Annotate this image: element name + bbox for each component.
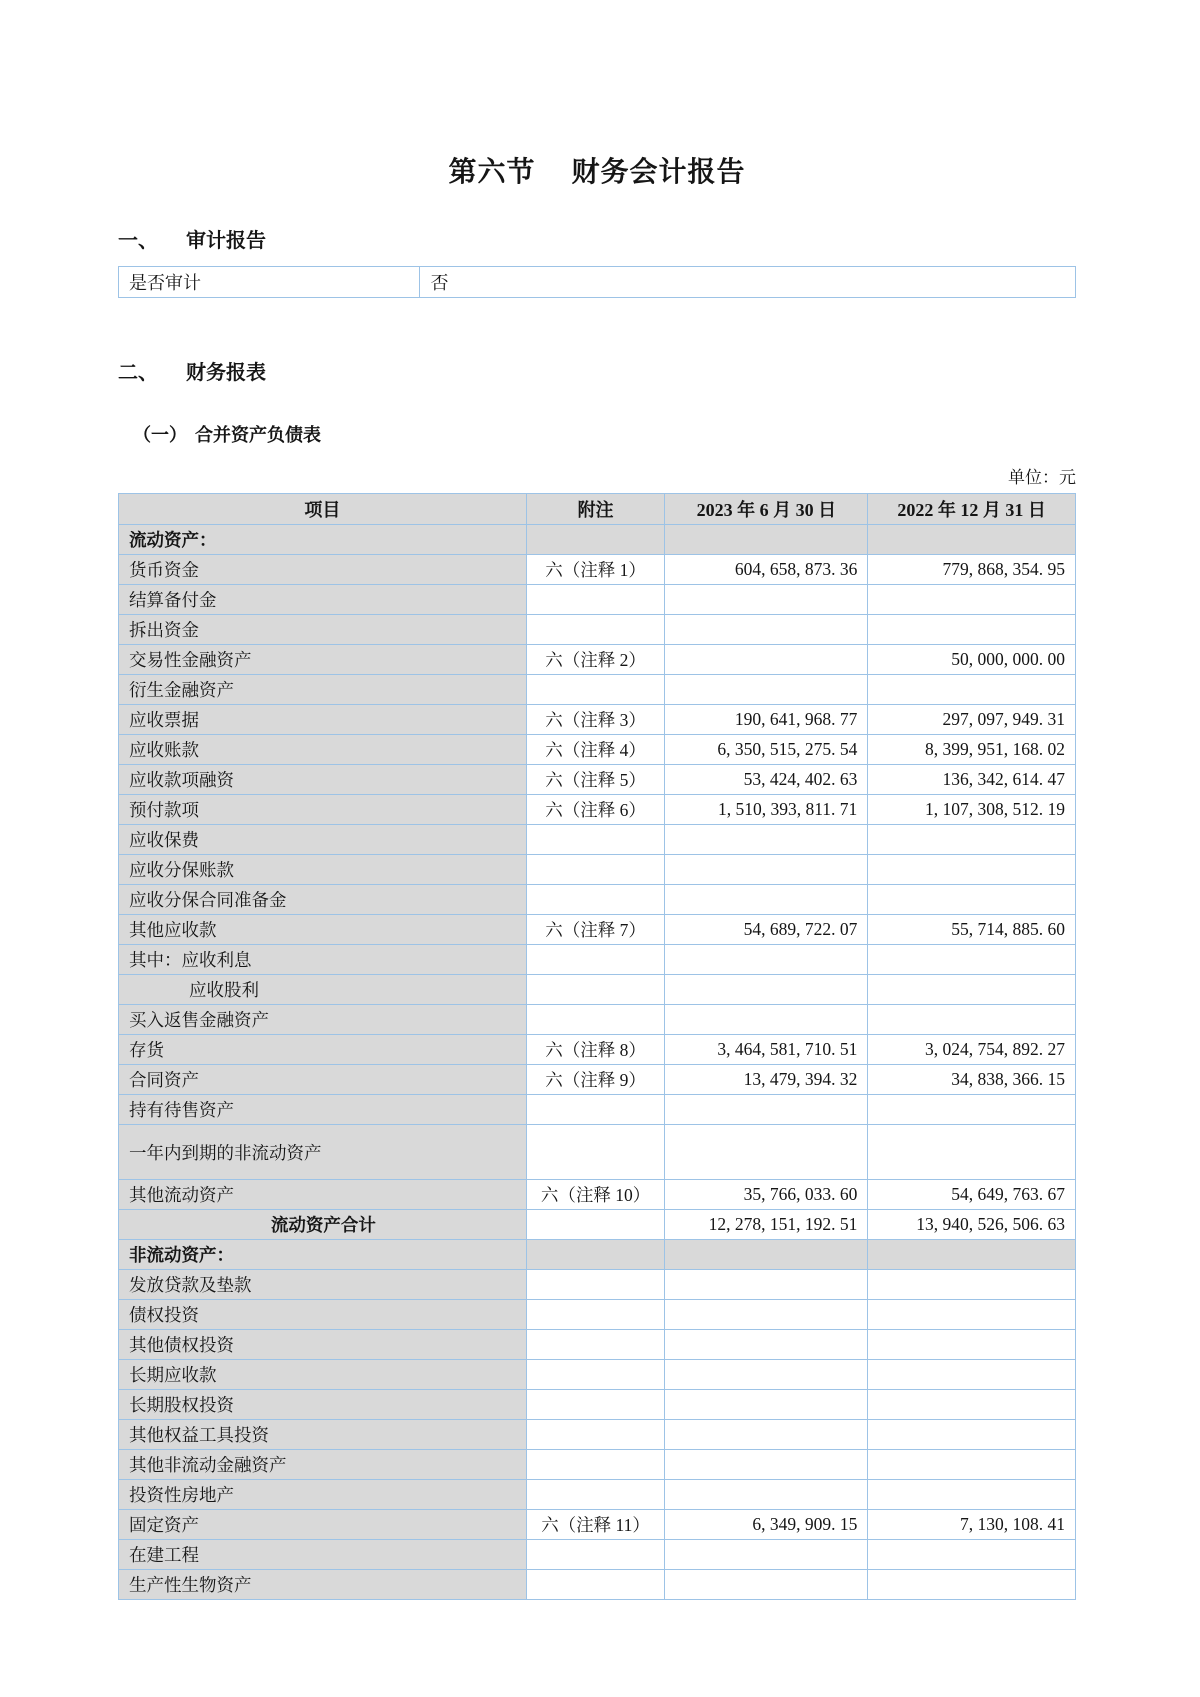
table-row <box>119 945 1076 975</box>
value-2023-cell <box>665 615 868 645</box>
table-row <box>119 1510 1076 1540</box>
header-2022: 2022 年 12 月 31 日 <box>868 494 1076 525</box>
table-row <box>119 1450 1076 1480</box>
table-row <box>119 615 1076 645</box>
value-2023-cell <box>665 945 868 975</box>
item-cell: 交易性金融资产 <box>119 645 527 675</box>
item-cell: 货币资金 <box>119 555 527 585</box>
value-2022-cell <box>868 1095 1076 1125</box>
heading-statements-label: 财务报表 <box>186 362 266 384</box>
item-cell: 衍生金融资产 <box>119 675 527 705</box>
note-cell: 六（注释 1） <box>526 555 665 585</box>
table-row <box>119 1570 1076 1600</box>
note-cell <box>526 615 665 645</box>
value-2022-cell <box>868 1270 1076 1300</box>
table-row <box>119 705 1076 735</box>
value-2023-cell <box>665 1300 868 1330</box>
table-row <box>119 645 1076 675</box>
note-cell <box>526 525 665 555</box>
note-cell <box>526 585 665 615</box>
value-2023-cell: 6, 350, 515, 275. 54 <box>665 735 868 765</box>
note-cell <box>526 1480 665 1510</box>
value-2023-cell <box>665 1390 868 1420</box>
heading-audit-report <box>118 224 1076 253</box>
value-2023-cell <box>665 1540 868 1570</box>
item-cell: 合同资产 <box>119 1065 527 1095</box>
value-2022-cell <box>868 585 1076 615</box>
value-2022-cell: 136, 342, 614. 47 <box>868 765 1076 795</box>
item-cell: 其他非流动金融资产 <box>119 1450 527 1480</box>
balance-sheet-table <box>118 493 1076 1600</box>
note-cell <box>526 885 665 915</box>
item-cell: 投资性房地产 <box>119 1480 527 1510</box>
note-cell <box>526 1570 665 1600</box>
note-cell: 六（注释 8） <box>526 1035 665 1065</box>
value-2022-cell: 297, 097, 949. 31 <box>868 705 1076 735</box>
page-title-section: 第六节 <box>448 157 536 188</box>
value-2022-cell <box>868 1570 1076 1600</box>
audit-status-row <box>119 267 1076 298</box>
value-2022-cell: 7, 130, 108. 41 <box>868 1510 1076 1540</box>
item-cell: 应收账款 <box>119 735 527 765</box>
note-cell: 六（注释 5） <box>526 765 665 795</box>
value-2022-cell <box>868 615 1076 645</box>
value-2023-cell <box>665 675 868 705</box>
item-cell: 长期应收款 <box>119 1360 527 1390</box>
table-row <box>119 555 1076 585</box>
value-2022-cell: 50, 000, 000. 00 <box>868 645 1076 675</box>
note-cell <box>526 1270 665 1300</box>
value-2023-cell <box>665 1330 868 1360</box>
note-cell <box>526 1450 665 1480</box>
value-2022-cell: 1, 107, 308, 512. 19 <box>868 795 1076 825</box>
item-cell: 应收票据 <box>119 705 527 735</box>
table-row <box>119 765 1076 795</box>
note-cell: 六（注释 7） <box>526 915 665 945</box>
header-row <box>119 494 1076 525</box>
item-cell: 其他应收款 <box>119 915 527 945</box>
audit-status-table <box>118 266 1076 298</box>
value-2023-cell: 3, 464, 581, 710. 51 <box>665 1035 868 1065</box>
heading-balance-sheet <box>133 421 1076 447</box>
value-2022-cell <box>868 1300 1076 1330</box>
item-cell: 债权投资 <box>119 1300 527 1330</box>
table-row <box>119 585 1076 615</box>
heading-audit-number: 一、 <box>118 230 158 252</box>
table-row <box>119 1270 1076 1300</box>
audit-status-label: 是否审计 <box>119 267 420 298</box>
value-2022-cell: 13, 940, 526, 506. 63 <box>868 1210 1076 1240</box>
value-2023-cell <box>665 1570 868 1600</box>
value-2023-cell <box>665 645 868 675</box>
table-row <box>119 975 1076 1005</box>
item-cell: 长期股权投资 <box>119 1390 527 1420</box>
note-cell <box>526 1210 665 1240</box>
note-cell: 六（注释 6） <box>526 795 665 825</box>
value-2023-cell <box>665 825 868 855</box>
table-row <box>119 1005 1076 1035</box>
table-row <box>119 1125 1076 1180</box>
value-2022-cell <box>868 945 1076 975</box>
item-cell: 应收保费 <box>119 825 527 855</box>
table-row <box>119 1300 1076 1330</box>
note-cell <box>526 1125 665 1180</box>
value-2023-cell <box>665 1450 868 1480</box>
value-2022-cell <box>868 1390 1076 1420</box>
heading-statements-number: 二、 <box>118 362 158 384</box>
note-cell <box>526 975 665 1005</box>
note-cell <box>526 855 665 885</box>
table-row <box>119 1180 1076 1210</box>
note-cell <box>526 1420 665 1450</box>
note-cell: 六（注释 2） <box>526 645 665 675</box>
item-cell: 拆出资金 <box>119 615 527 645</box>
value-2022-cell <box>868 885 1076 915</box>
heading-balance-sheet-number: （一） <box>133 425 187 445</box>
table-row <box>119 1330 1076 1360</box>
value-2022-cell: 779, 868, 354. 95 <box>868 555 1076 585</box>
table-row <box>119 825 1076 855</box>
value-2022-cell: 3, 024, 754, 892. 27 <box>868 1035 1076 1065</box>
value-2023-cell <box>665 1240 868 1270</box>
item-cell: 发放贷款及垫款 <box>119 1270 527 1300</box>
item-cell: 固定资产 <box>119 1510 527 1540</box>
note-cell <box>526 675 665 705</box>
value-2023-cell <box>665 1480 868 1510</box>
value-2023-cell: 12, 278, 151, 192. 51 <box>665 1210 868 1240</box>
note-cell <box>526 1005 665 1035</box>
table-row <box>119 855 1076 885</box>
value-2022-cell <box>868 855 1076 885</box>
table-row <box>119 1065 1076 1095</box>
value-2022-cell <box>868 975 1076 1005</box>
value-2022-cell <box>868 675 1076 705</box>
table-row <box>119 735 1076 765</box>
table-row <box>119 675 1076 705</box>
value-2022-cell <box>868 1360 1076 1390</box>
value-2023-cell <box>665 1005 868 1035</box>
table-row <box>119 915 1076 945</box>
note-cell: 六（注释 10） <box>526 1180 665 1210</box>
item-cell: 预付款项 <box>119 795 527 825</box>
note-cell: 六（注释 11） <box>526 1510 665 1540</box>
heading-financial-statements <box>118 356 1076 385</box>
value-2023-cell <box>665 1125 868 1180</box>
note-cell: 六（注释 4） <box>526 735 665 765</box>
item-cell: 其他流动资产 <box>119 1180 527 1210</box>
table-row <box>119 1095 1076 1125</box>
balance-sheet-body <box>119 525 1076 1600</box>
item-cell: 应收分保账款 <box>119 855 527 885</box>
value-2022-cell <box>868 1450 1076 1480</box>
note-cell: 六（注释 3） <box>526 705 665 735</box>
value-2023-cell: 54, 689, 722. 07 <box>665 915 868 945</box>
item-cell: 结算备付金 <box>119 585 527 615</box>
value-2022-cell: 8, 399, 951, 168. 02 <box>868 735 1076 765</box>
value-2022-cell <box>868 525 1076 555</box>
item-cell: 持有待售资产 <box>119 1095 527 1125</box>
value-2023-cell: 53, 424, 402. 63 <box>665 765 868 795</box>
table-row <box>119 1480 1076 1510</box>
value-2022-cell <box>868 1420 1076 1450</box>
item-cell: 非流动资产： <box>119 1240 527 1270</box>
item-cell: 应收款项融资 <box>119 765 527 795</box>
item-cell: 一年内到期的非流动资产 <box>119 1125 527 1180</box>
value-2022-cell: 34, 838, 366. 15 <box>868 1065 1076 1095</box>
value-2023-cell: 190, 641, 968. 77 <box>665 705 868 735</box>
value-2023-cell <box>665 1360 868 1390</box>
unit-label: 单位：元 <box>1008 468 1076 487</box>
value-2023-cell <box>665 1095 868 1125</box>
value-2022-cell <box>868 1330 1076 1360</box>
value-2022-cell <box>868 825 1076 855</box>
item-cell: 其他债权投资 <box>119 1330 527 1360</box>
audit-status-value: 否 <box>420 267 1076 298</box>
value-2023-cell <box>665 885 868 915</box>
note-cell <box>526 1540 665 1570</box>
note-cell <box>526 1390 665 1420</box>
value-2022-cell <box>868 1480 1076 1510</box>
item-cell: 生产性生物资产 <box>119 1570 527 1600</box>
heading-balance-sheet-label: 合并资产负债表 <box>195 425 321 445</box>
value-2023-cell: 35, 766, 033. 60 <box>665 1180 868 1210</box>
item-cell: 流动资产： <box>119 525 527 555</box>
value-2023-cell <box>665 1420 868 1450</box>
value-2022-cell <box>868 1125 1076 1180</box>
value-2023-cell <box>665 585 868 615</box>
note-cell <box>526 945 665 975</box>
value-2022-cell: 54, 649, 763. 67 <box>868 1180 1076 1210</box>
table-row <box>119 1035 1076 1065</box>
note-cell <box>526 1330 665 1360</box>
item-cell: 应收股利 <box>119 975 527 1005</box>
value-2023-cell: 604, 658, 873. 36 <box>665 555 868 585</box>
item-cell: 应收分保合同准备金 <box>119 885 527 915</box>
value-2022-cell <box>868 1240 1076 1270</box>
note-cell <box>526 1240 665 1270</box>
table-row <box>119 1540 1076 1570</box>
value-2022-cell <box>868 1540 1076 1570</box>
note-cell <box>526 1300 665 1330</box>
section-row <box>119 1240 1076 1270</box>
value-2023-cell <box>665 525 868 555</box>
item-cell: 其中：应收利息 <box>119 945 527 975</box>
note-cell <box>526 1095 665 1125</box>
header-2023: 2023 年 6 月 30 日 <box>665 494 868 525</box>
item-cell: 在建工程 <box>119 1540 527 1570</box>
value-2023-cell: 6, 349, 909. 15 <box>665 1510 868 1540</box>
value-2023-cell: 1, 510, 393, 811. 71 <box>665 795 868 825</box>
total-row <box>119 1210 1076 1240</box>
section-row <box>119 525 1076 555</box>
note-cell <box>526 825 665 855</box>
item-cell: 流动资产合计 <box>119 1210 527 1240</box>
header-note: 附注 <box>526 494 665 525</box>
value-2023-cell <box>665 1270 868 1300</box>
value-2022-cell <box>868 1005 1076 1035</box>
table-row <box>119 1390 1076 1420</box>
note-cell <box>526 1360 665 1390</box>
note-cell: 六（注释 9） <box>526 1065 665 1095</box>
table-row <box>119 885 1076 915</box>
page-title-text: 财务会计报告 <box>571 157 746 188</box>
heading-audit-label: 审计报告 <box>186 230 266 252</box>
header-item: 项目 <box>119 494 527 525</box>
value-2022-cell: 55, 714, 885. 60 <box>868 915 1076 945</box>
table-row <box>119 1420 1076 1450</box>
item-cell: 其他权益工具投资 <box>119 1420 527 1450</box>
value-2023-cell <box>665 855 868 885</box>
table-row <box>119 1360 1076 1390</box>
table-row <box>119 795 1076 825</box>
item-cell: 买入返售金融资产 <box>119 1005 527 1035</box>
page-title <box>118 0 1076 190</box>
value-2023-cell: 13, 479, 394. 32 <box>665 1065 868 1095</box>
value-2023-cell <box>665 975 868 1005</box>
item-cell: 存货 <box>119 1035 527 1065</box>
